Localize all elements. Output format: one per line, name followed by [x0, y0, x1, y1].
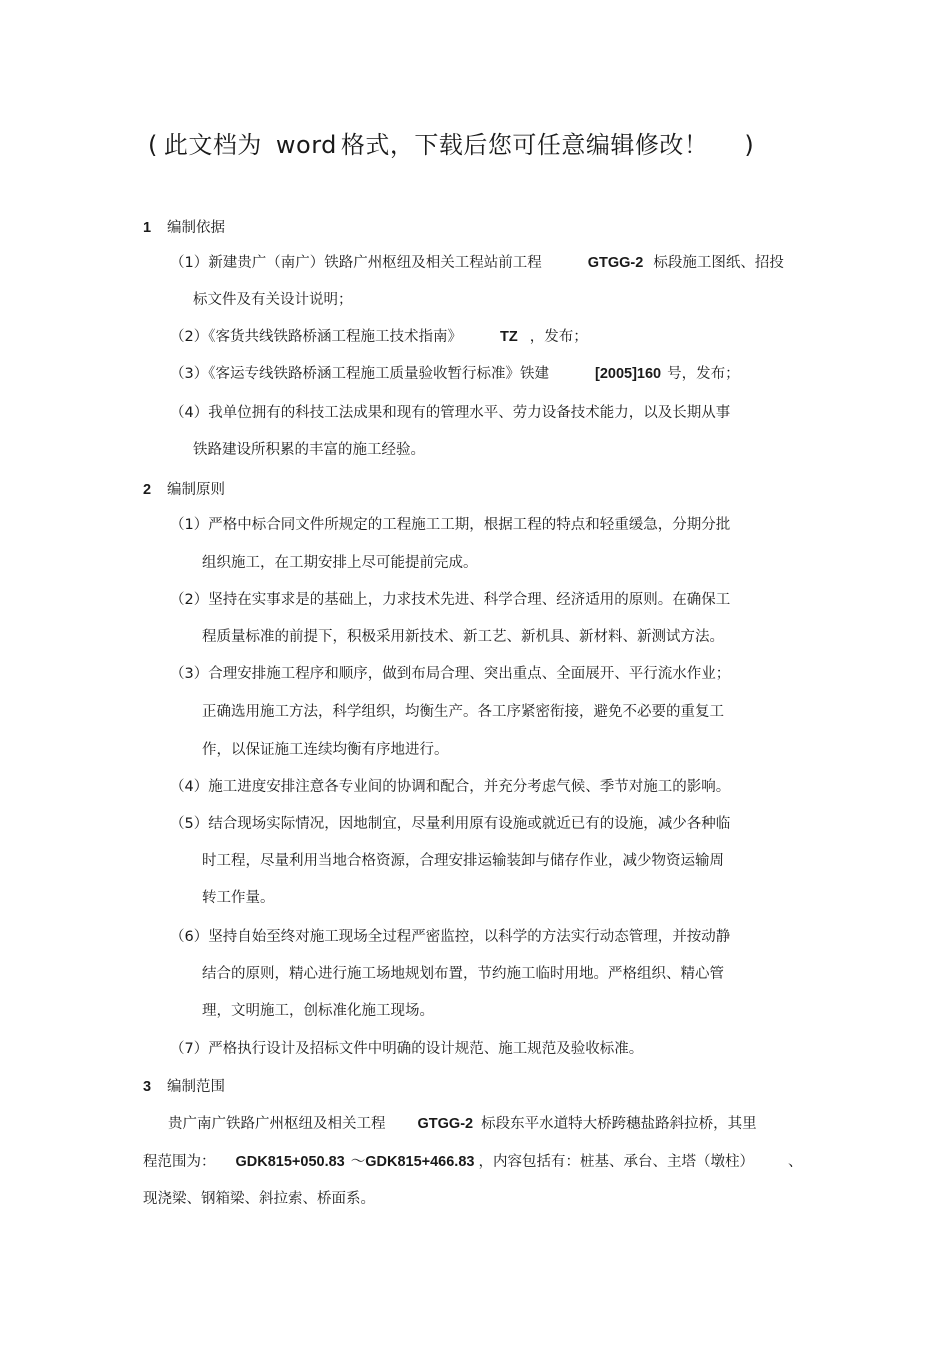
range-tilde: ～ — [350, 1154, 366, 1170]
section-heading — [143, 216, 225, 237]
item-code: [2005]160 — [594, 366, 662, 382]
item-text: （2）《客货共线铁路桥涵工程施工技术指南》 — [170, 329, 462, 345]
section-heading — [143, 478, 225, 499]
list-item-continuation: 结合的原则，精心进行施工场地规划布置，节约施工临时用地。严格组织、精心管 — [202, 966, 724, 982]
list-item-continuation: 程质量标准的前提下，积极采用新技术、新工艺、新机具、新材料、新测试方法。 — [202, 629, 724, 645]
list-item-continuation: 标文件及有关设计说明； — [193, 292, 353, 308]
list-item: （1）严格中标合同文件所规定的工程施工工期，根据工程的特点和轻重缓急，分期分批 — [170, 517, 731, 533]
title-close-paren: ) — [744, 131, 755, 159]
list-item: （3）合理安排施工程序和顺序，做到布局合理、突出重点、全面展开、平行流水作业； — [170, 666, 731, 682]
list-item: （7）严格执行设计及招标文件中明确的设计规范、施工规范及验收标准。 — [170, 1041, 644, 1057]
list-item — [170, 325, 588, 346]
para-text: 程范围为： — [143, 1154, 216, 1170]
list-item: （4）我单位拥有的科技工法成果和现有的管理水平、劳力设备技术能力，以及长期从事 — [170, 405, 731, 421]
list-item-continuation: 组织施工，在工期安排上尽可能提前完成。 — [202, 555, 478, 571]
section-number: 1 — [143, 220, 152, 236]
para-text: 标段东平水道特大桥跨穗盐路斜拉桥，其里 — [481, 1116, 757, 1132]
para-code: GTGG-2 — [417, 1116, 474, 1132]
list-item — [170, 362, 740, 383]
list-item: （4）施工进度安排注意各专业间的协调和配合，并充分考虑气候、季节对施工的影响。 — [170, 779, 731, 795]
item-text: （1）新建贵广（南广）铁路广州枢纽及相关工程站前工程 — [170, 255, 542, 271]
list-item: （2）坚持在实事求是的基础上，力求技术先进、科学合理、经济适用的原则。在确保工 — [170, 592, 731, 608]
section-number: 2 — [143, 482, 152, 498]
item-text: 标段施工图纸、招投 — [653, 255, 784, 271]
item-text: ，发布； — [529, 329, 588, 345]
paragraph-line — [168, 1112, 757, 1133]
mileage-start: GDK815+050.83 — [235, 1154, 345, 1170]
title-text-b: 格式，下载后您可任意编辑修改！ — [340, 131, 709, 159]
list-item-continuation: 理，文明施工，创标准化施工现场。 — [202, 1003, 434, 1019]
document-title — [148, 125, 808, 160]
para-text: 贵广南广铁路广州枢纽及相关工程 — [168, 1116, 386, 1132]
title-word: word — [275, 131, 337, 159]
list-item-continuation: 铁路建设所积累的丰富的施工经验。 — [193, 442, 425, 458]
paragraph-line: 现浇梁、钢箱梁、斜拉索、桥面系。 — [143, 1191, 375, 1207]
list-item: （5）结合现场实际情况，因地制宜，尽量利用原有设施或就近已有的设施，减少各种临 — [170, 816, 731, 832]
list-item: （6）坚持自始至终对施工现场全过程严密监控，以科学的方法实行动态管理，并按动静 — [170, 929, 731, 945]
section-title: 编制范围 — [167, 1079, 225, 1095]
title-open-paren: ( — [148, 131, 158, 159]
section-number: 3 — [143, 1079, 152, 1095]
list-item — [170, 251, 784, 272]
item-code: TZ — [499, 329, 518, 345]
title-text-a: 此文档为 — [163, 131, 262, 159]
list-item-continuation: 转工作量。 — [202, 890, 275, 906]
list-item-continuation: 时工程，尽量利用当地合格资源，合理安排运输装卸与储存作业，减少物资运输周 — [202, 853, 724, 869]
item-text: （3）《客运专线铁路桥涵工程施工质量验收暂行标准》铁建 — [170, 366, 549, 382]
list-item-continuation: 正确选用施工方法，科学组织，均衡生产。各工序紧密衔接，避免不必要的重复工 — [202, 704, 724, 720]
para-text: 、 — [787, 1154, 803, 1170]
list-item-continuation: 作，以保证施工连续均衡有序地进行。 — [202, 742, 449, 758]
item-code: GTGG-2 — [587, 255, 644, 271]
section-title: 编制原则 — [167, 482, 225, 498]
item-text: 号，发布； — [667, 366, 740, 382]
paragraph-line — [143, 1150, 802, 1171]
section-heading — [143, 1075, 225, 1096]
para-text: ，内容包括有：桩基、承台、主塔（墩柱） — [478, 1154, 754, 1170]
section-title: 编制依据 — [167, 220, 225, 236]
mileage-end: GDK815+466.83 — [365, 1154, 475, 1170]
